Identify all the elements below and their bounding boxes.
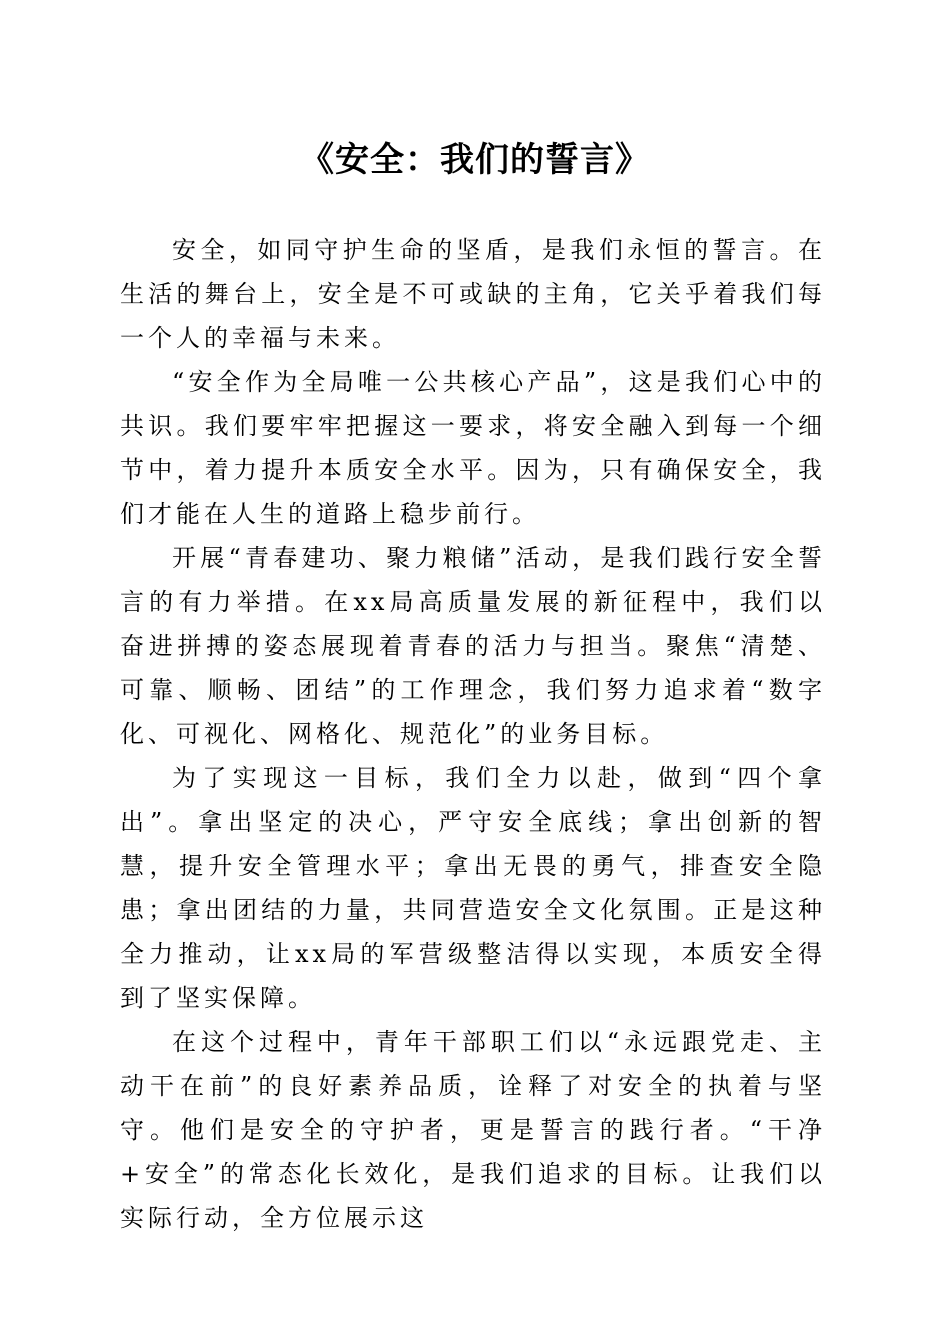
paragraph: 开展“青春建功、聚力粮储”活动，是我们践行安全誓言的有力举措。在xx局高质量发展的新征程中，我们以奋进拼搏的姿态展现着青春的活力与担当。聚焦“清楚、可靠、顺畅、团结”的工作理念，我们努力追求着“数字化、可视化、网格化、规范化”的业务目标。 bbox=[120, 544, 826, 748]
paragraph: “安全作为全局唯一公共核心产品”，这是我们心中的共识。我们要牢牢把握这一要求，将安全融入到每一个细节中，着力提升本质安全水平。因为，只有确保安全，我们才能在人生的道路上稳步前行。 bbox=[120, 368, 826, 528]
paragraph: 为了实现这一目标，我们全力以赴，做到“四个拿出”。拿出坚定的决心，严守安全底线；拿出创新的智慧，提升安全管理水平；拿出无畏的勇气，排查安全隐患；拿出团结的力量，共同营造安全文化氛围。正是这种全力推动，让xx局的军营级整洁得以实现，本质安全得到了坚实保障。 bbox=[120, 764, 826, 1012]
document-title: 《安全：我们的誓言》 bbox=[300, 140, 650, 180]
paragraph: 安全，如同守护生命的坚盾，是我们永恒的誓言。在生活的舞台上，安全是不可或缺的主角，它关乎着我们每一个人的幸福与未来。 bbox=[120, 236, 826, 352]
paragraph: 在这个过程中，青年干部职工们以“永远跟党走、主动干在前”的良好素养品质，诠释了对安全的执着与坚守。他们是安全的守护者，更是誓言的践行者。“干净+安全”的常态化长效化，是我们追求的目标。让我们以实际行动，全方位展示这 bbox=[120, 1028, 826, 1232]
document-body bbox=[120, 228, 826, 1240]
